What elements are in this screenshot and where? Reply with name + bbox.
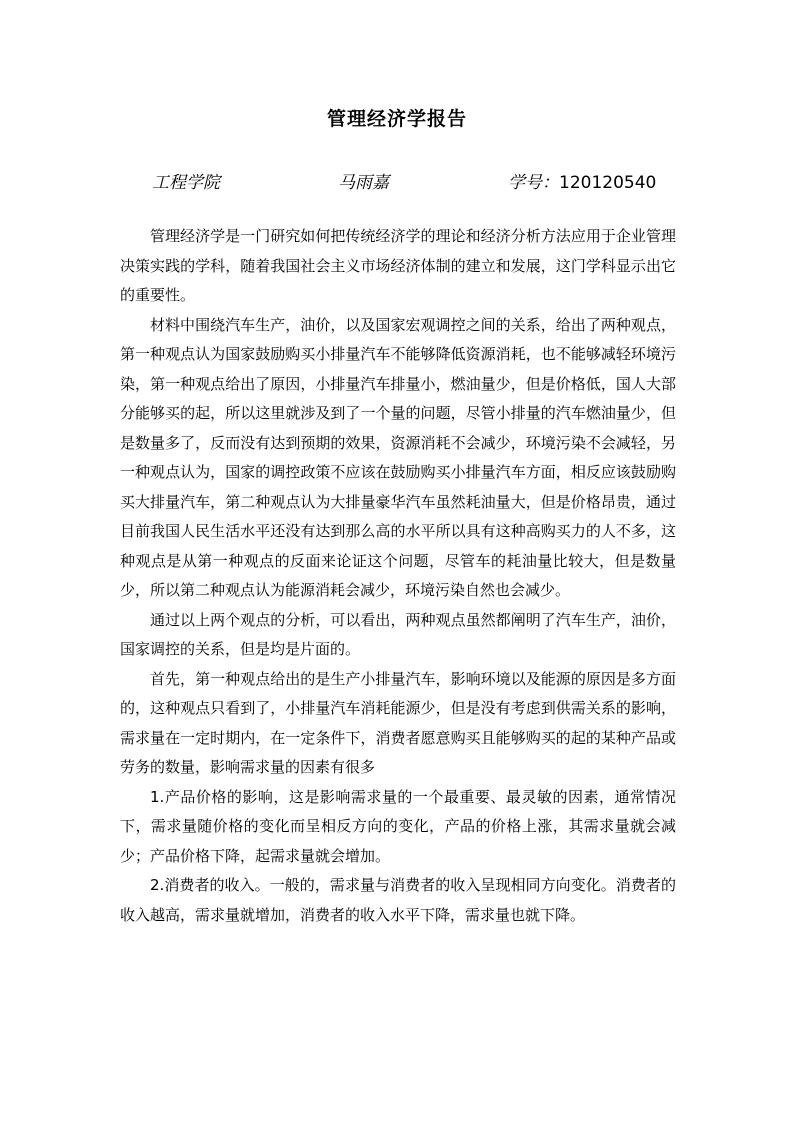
paragraph-analysis: 通过以上两个观点的分析，可以看出，两种观点虽然都阐明了汽车生产，油价，国家调控的关系，但是均是片面的。 — [120, 610, 676, 658]
paragraph-price-factor: 1.产品价格的影响，这是影响需求量的一个最重要、最灵敏的因素，通常情况下，需求量随价格的变化而呈相反方向的变化，产品的价格上涨，其需求量就会减少；产品价格下降，起需求量就会增加。 — [120, 787, 676, 865]
document-title: 管理经济学报告 — [326, 108, 467, 130]
student-id-number: 120120540 — [559, 173, 657, 193]
college-name: 工程学院 — [152, 173, 220, 193]
paragraph-first-view: 首先，第一种观点给出的是生产小排量汽车，影响环境以及能源的原因是多方面的，这种观点只看到了，小排量汽车消耗能源少，但是没有考虑到供需关系的影响，需求量在一定时期内，在一定条件下，消费者愿意购买且能够购买的起的某种产品或劳务的数量，影响需求量的因素有很多 — [120, 669, 676, 776]
author-name: 马雨嘉 — [338, 173, 389, 193]
paragraph-two-views: 材料中围绕汽车生产，油价，以及国家宏观调控之间的关系，给出了两种观点，第一种观点认为国家鼓励购买小排量汽车不能够降低资源消耗，也不能够减轻环境污染，第一种观点给出了原因，小排量汽车排量小，燃油量少，但是价格低，国人大部分能够买的起，所以这里就涉及到了一个量的问题，尽管小排量的汽车燃油量少，但是数量多了，反而没有达到预期的效果，资源消耗不会减少，环境污染不会减轻，另一种观点认为，国家的调控政策不应该在鼓励购买小排量汽车方面，相反应该鼓励购买大排量汽车，第二种观点认为大排量豪华汽车虽然耗油量大，但是价格昂贵，通过目前我国人民生活水平还没有达到那么高的水平所以具有这种高购买力的人不多，这种观点是从第一种观点的反面来论证这个问题，尽管车的耗油量比较大，但是数量少，所以第二种观点认为能源消耗会减少，环境污染自然也会减少。 — [120, 315, 676, 599]
paragraph-income-factor: 2.消费者的收入。一般的，需求量与消费者的收入呈现相同方向变化。消费者的收入越高，需求量就增加，消费者的收入水平下降，需求量也就下降。 — [120, 876, 676, 924]
document-body — [120, 222, 676, 930]
paragraph-intro: 管理经济学是一门研究如何把传统经济学的理论和经济分析方法应用于企业管理决策实践的学科，随着我国社会主义市场经济体制的建立和发展，这门学科显示出它的重要性。 — [120, 227, 676, 304]
student-id — [508, 168, 656, 193]
student-id-label: 学号： — [508, 173, 559, 193]
